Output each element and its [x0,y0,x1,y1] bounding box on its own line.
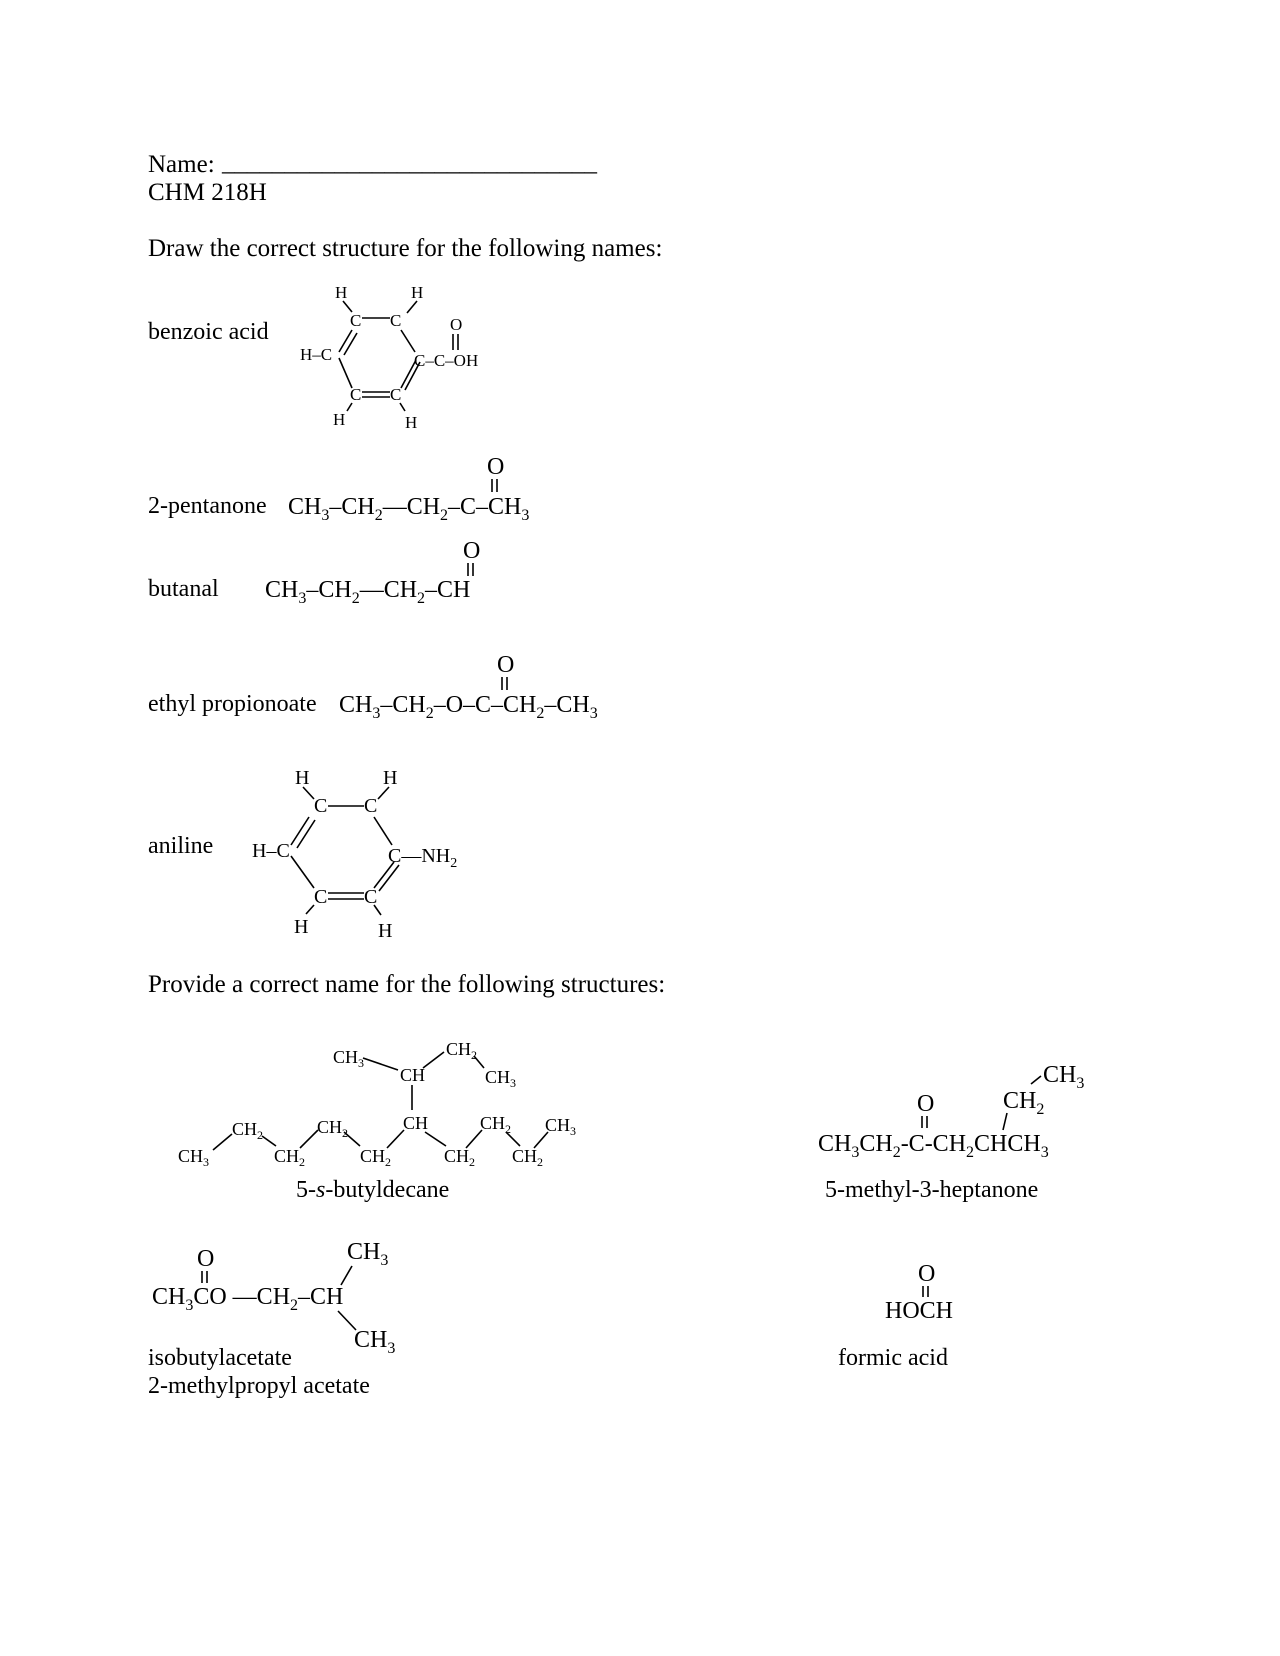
svg-text:CH3: $CH_3$ [485,1067,517,1090]
svg-text:H: H [294,916,309,938]
item-aniline: aniline [148,833,214,859]
svg-text:H: H [405,413,418,432]
svg-text:C: C [314,886,328,908]
item-butanal: butanal [148,576,219,602]
svg-text:O: O [918,1261,936,1287]
svg-text:O: O [917,1091,935,1117]
item-benzoic-acid: benzoic acid [148,319,269,345]
svg-text:CH3–CH2—CH2–C–CH3: $CH_3-CH_2—CH_2-C-CH_3$ [288,494,530,524]
svg-text:CH3: $CH_3$ [178,1146,210,1169]
svg-text:CH3: $CH_3$ [333,1047,365,1070]
svg-text:CH2: $CH_2$ [512,1146,544,1169]
svg-text:CH3–CH2–O–C–CH2–CH3: $CH_3-CH_2-O-C-CH_2-CH_3$ [339,692,598,722]
course-code: CHM 218H [148,179,267,206]
svg-text:C: C [350,311,362,330]
svg-text:CH2: $CH_2$ [480,1113,512,1136]
svg-text:CH2: $CH_2$ [446,1039,478,1062]
svg-text:CH2: $CH_2$ [1003,1088,1045,1118]
svg-text:CH3: $CH_3$ [545,1115,577,1138]
section-draw-heading: Draw the correct structure for the following names: [148,235,663,262]
svg-text:CH: CH [400,1065,426,1085]
2-pentanone-structure [288,454,529,524]
aniline-structure [252,767,457,942]
svg-text:H–C: H–C [252,840,290,862]
answer-isobutylacetate: isobutylacetate [148,1345,292,1371]
svg-text:C: C [314,795,328,817]
answer-butyldecane: 5-s-butyldecane [296,1177,450,1203]
svg-text:O: O [197,1246,215,1272]
answer-heptanone: 5-methyl-3-heptanone [825,1177,1039,1203]
item-2-pentanone: 2-pentanone [148,493,267,519]
benzoic-acid-structure [300,283,478,432]
svg-text:C: C [364,795,378,817]
section-name-heading: Provide a correct name for the following structures: [148,971,666,998]
butanal-structure [265,538,480,607]
svg-text:CH3: $CH_3$ [354,1327,396,1357]
name-blank[interactable]: ______________________________ [222,149,597,176]
name-label: Name: [148,151,215,178]
svg-text:CH3: $CH_3$ [347,1239,389,1269]
svg-text:H–C: H–C [300,345,333,364]
svg-text:CH: CH [403,1113,429,1133]
svg-text:C: C [390,385,402,404]
svg-text:O: O [487,454,505,480]
svg-text:O: O [497,652,515,678]
heptanone-structure [818,1062,1084,1161]
svg-text:C–C–OH: C–C–OH [414,351,479,370]
svg-text:H: H [333,410,346,429]
answer-formic-acid: formic acid [838,1345,948,1371]
svg-text:C: C [350,385,362,404]
answer-2-methylpropyl-acetate: 2-methylpropyl acetate [148,1373,370,1399]
svg-text:CH2: $CH_2$ [274,1146,306,1169]
svg-text:O: O [463,538,481,564]
svg-text:CH3CO —CH2–CH: $CH_3CO$ $—CH_2-CH$ [152,1284,344,1314]
svg-text:CH3–CH2—CH2–CH: $CH_3-CH_2—CH_2-CH$ [265,577,471,607]
svg-text:CH3CH2-C-CH2CHCH3: $CH_3CH_2-C-CH_2CHCH_3$ [818,1131,1049,1161]
ethyl-propionoate-structure [339,652,598,722]
svg-text:H: H [383,767,398,789]
svg-text:C: C [364,886,378,908]
svg-text:O: O [450,315,463,334]
svg-text:H: H [411,283,424,302]
svg-text:CH3: $CH_3$ [1043,1062,1085,1092]
svg-text:H: H [378,920,393,942]
formic-acid-structure [885,1261,953,1324]
svg-text:CH2: $CH_2$ [317,1117,349,1140]
svg-text:H: H [295,767,310,789]
svg-text:CH2: $CH_2$ [444,1146,476,1169]
svg-text:C—NH2: $C—NH_2$ [388,845,458,871]
item-ethyl-propionoate: ethyl propionoate [148,691,317,717]
butyldecane-structure [178,1039,576,1169]
isobutylacetate-structure [152,1239,395,1357]
svg-text:H: H [335,283,348,302]
formic-formula: HOCH [885,1298,954,1324]
svg-text:C: C [390,311,402,330]
svg-text:CH2: $CH_2$ [232,1119,264,1142]
svg-text:CH2: $CH_2$ [360,1146,392,1169]
